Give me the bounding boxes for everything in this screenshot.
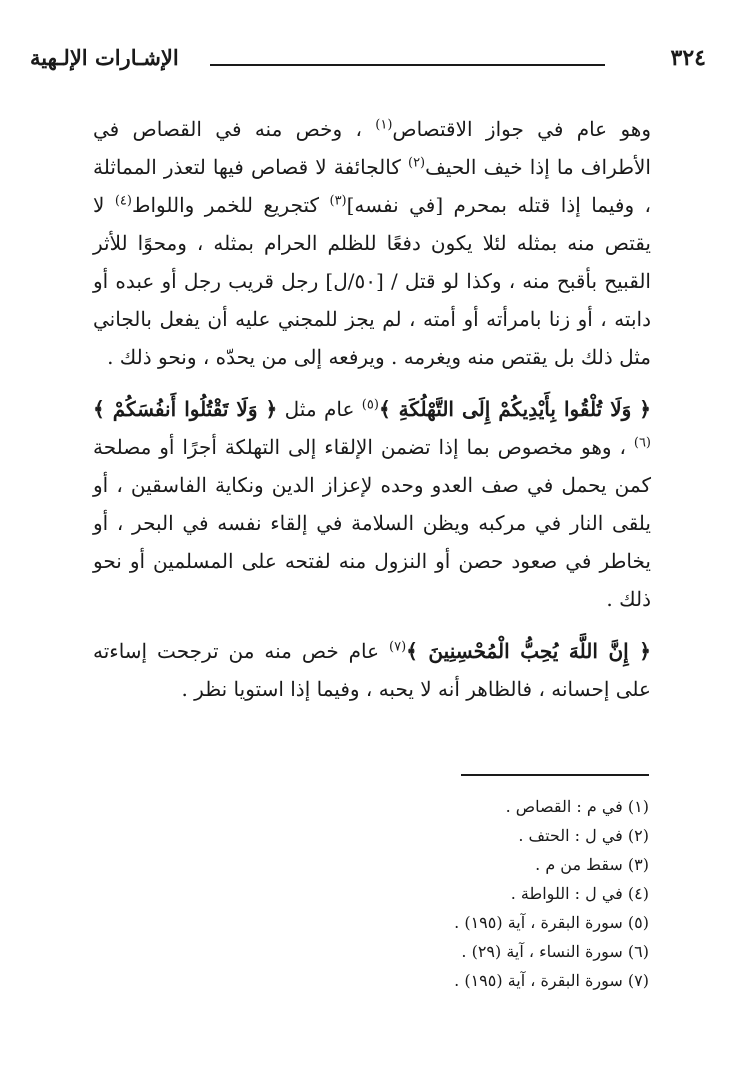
footnote-separator <box>461 774 649 776</box>
paragraph-text: عام مثل <box>277 397 362 421</box>
paragraph-text: عام خص منه من ترجحت إساءته على إحسانه ، فالظاهر أنه لا يحبه ، وفيما إذا استويا نظر . <box>93 639 651 701</box>
footnote: (٤) في ل : اللواطة . <box>510 884 649 903</box>
footnote-marker: (٤) <box>114 193 132 209</box>
page-number: ٣٢٤ <box>670 45 706 71</box>
footnote: (٦) سورة النساء ، آية (٢٩) . <box>461 942 649 961</box>
footnote: (٥) سورة البقرة ، آية (١٩٥) . <box>454 913 649 932</box>
footnote-marker: (٣) <box>329 193 347 209</box>
paragraph-text: وهو عام في جواز الاقتصاص <box>392 117 651 141</box>
footnote-marker: (٥) <box>361 397 379 413</box>
quran-quote: ﴿ وَلَا تُلْقُوا بِأَيْدِيكُمْ إِلَى التَّهْلُكَةِ ﴾ <box>378 397 651 421</box>
footnote-marker: (٧) <box>389 639 407 655</box>
paragraph <box>93 390 651 618</box>
footnote: (٢) في ل : الحتف . <box>518 826 649 845</box>
footnote: (٣) سقط من م . <box>535 855 649 874</box>
footnote: (١) في م : القصاص . <box>505 797 649 816</box>
footnote: (٧) سورة البقرة ، آية (١٩٥) . <box>454 971 649 990</box>
paragraph <box>93 632 651 708</box>
paragraph-text: ، وخص منه في القصاص في الأطراف ما إذا خيف الحيف <box>93 117 651 179</box>
footnote-marker: (١) <box>375 117 393 133</box>
quran-quote: ﴿ وَلَا تَقْتُلُوا أَنفُسَكُمْ ﴾ <box>93 397 278 421</box>
quran-quote: ﴿ إِنَّ اللَّهَ يُحِبُّ الْمُحْسِنِينَ ﴾ <box>406 639 651 663</box>
running-title: الإشـارات الإلـهية <box>30 45 179 70</box>
page-header <box>30 40 706 80</box>
footnotes-list <box>229 792 649 995</box>
paragraph-text: لا يقتص منه بمثله لئلا يكون دفعًا للظلم الحرام بمثله ، ومحوًا للأثر القبيح بأقبح منه ، وكذا لو قتل / [٥٠/ل] رجل قريب رجل أو عبده أو دابته ، أو زنا بامرأته أو أمته ، لم يجز للمجني عليه أن يفعل بالجاني مثل ذلك بل يقتص منه ويغرمه . ويرفعه إلى من يحدّه ، ونحو ذلك . <box>93 193 651 369</box>
main-text <box>93 110 651 722</box>
footnote-marker: (٦) <box>633 435 651 451</box>
paragraph-text: ، وهو مخصوص بما إذا تضمن الإلقاء إلى التهلكة أجرًا أو مصلحة كمن يحمل في صف العدو وحده لإعزاز الدين ونكاية الفاسقين ، أو يلقى النار في مركبه ويظن السلامة في إلقاء نفسه في البحر ، أو يخاطر في صعود حصن أو النزول منه لفتحه على المسلمين أو نحو ذلك . <box>93 435 651 611</box>
paragraph-text: كالجائفة لا قصاص فيها لتعذر المماثلة ، وفيما إذا قتله بمحرم [في نفسه] <box>93 155 652 217</box>
header-rule <box>210 64 605 66</box>
footnote-marker: (٢) <box>407 155 426 171</box>
paragraph-text: كتجريع للخمر واللواط <box>131 193 330 217</box>
paragraph <box>93 110 651 376</box>
